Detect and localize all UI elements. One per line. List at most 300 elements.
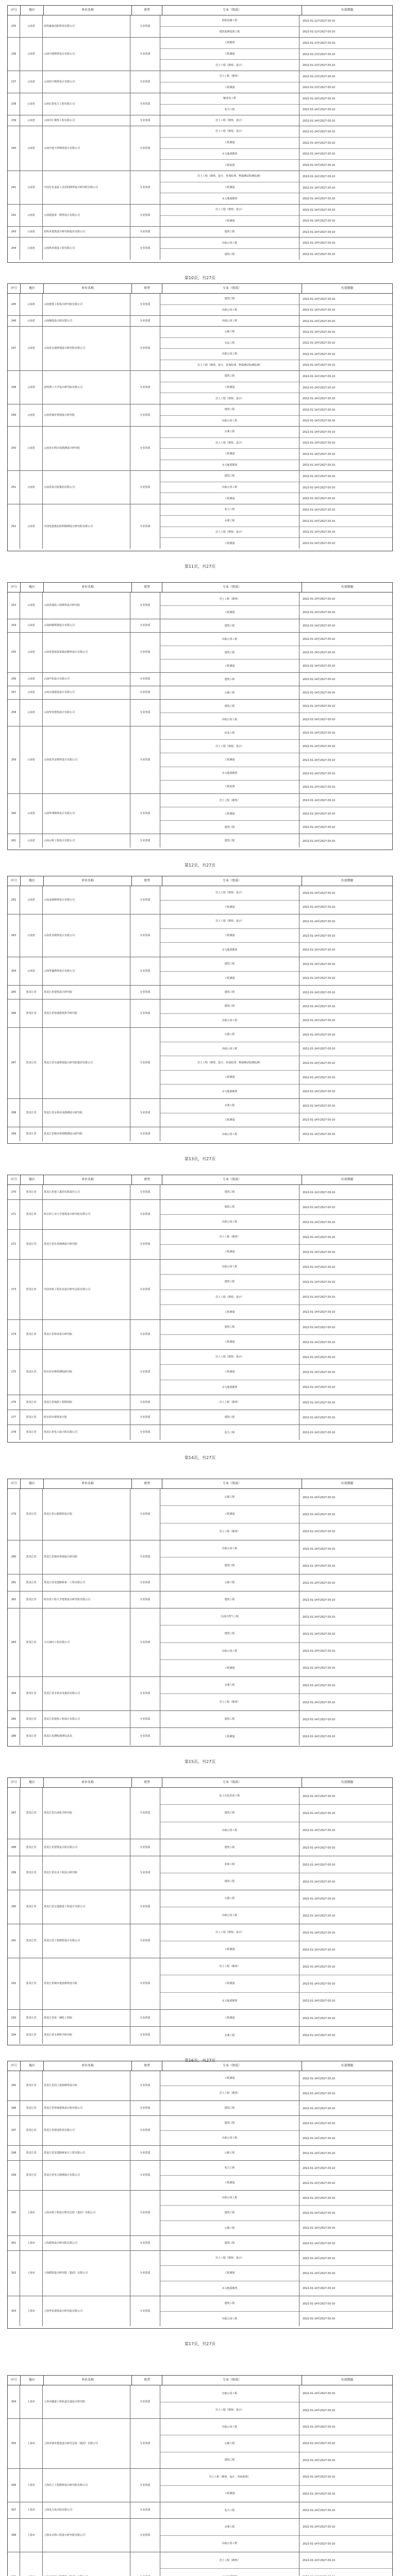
scope-list bbox=[160, 1890, 299, 1924]
validity-item: 2022-01-14至2027-03-10 bbox=[299, 1489, 392, 1506]
scope-item: 市政公用工程 bbox=[222, 308, 238, 312]
cell-no: 256 bbox=[8, 673, 20, 686]
validity-item: 2022-01-14至2027-03-10 bbox=[303, 219, 336, 223]
validity-item: 2022-01-14至2027-03-10 bbox=[303, 1581, 336, 1585]
validity-item: 2022-01-14至2027-03-10 bbox=[299, 914, 392, 929]
cell-company: 黑龙江省公路勘察设计院 bbox=[43, 1489, 130, 1540]
scope-item: 岩土工程（勘察、设计） bbox=[160, 2251, 299, 2266]
validity-list bbox=[299, 1591, 392, 1608]
validity-item: 2022-01-14至2027-03-10 bbox=[299, 740, 392, 753]
header-company: 单位名称 bbox=[44, 2376, 132, 2385]
scope-list bbox=[160, 1788, 299, 1839]
cell-region: 云南省 bbox=[20, 686, 43, 699]
cell-region: 黑龙江省 bbox=[20, 1924, 43, 1958]
table-row bbox=[8, 504, 392, 549]
validity-item: 2022-01-14至2027-03-10 bbox=[299, 1071, 392, 1085]
cell-region: 上海市 bbox=[20, 2519, 43, 2552]
validity-item: 2022-01-14至2027-03-10 bbox=[299, 2266, 392, 2281]
scope-list bbox=[160, 986, 299, 999]
cell-region: 云南省 bbox=[20, 227, 43, 237]
scope-item: 建筑工程 bbox=[224, 230, 235, 233]
validity-item: 2022-01-14至2027-03-10 bbox=[299, 182, 392, 194]
validity-item: 2022-01-14至2027-03-10 bbox=[299, 1320, 392, 1335]
header-company: 单位名称 bbox=[44, 876, 132, 886]
cell-type bbox=[130, 2552, 160, 2576]
scope-item: 建筑工程 bbox=[224, 1880, 235, 1883]
validity-item: 2022-01-14至2027-03-10 bbox=[303, 1735, 336, 1738]
scope-list bbox=[160, 316, 299, 326]
scope-item: 工程测量 bbox=[224, 2181, 235, 2184]
header-company: 单位名称 bbox=[44, 284, 132, 293]
cell-no: 297 bbox=[8, 2116, 20, 2145]
cell-company: 大庆油田工程有限公司 bbox=[43, 1608, 130, 1676]
validity-list bbox=[299, 834, 392, 848]
scope-list bbox=[160, 686, 299, 699]
validity-item: 2022-01-14至2027-03-10 bbox=[299, 726, 392, 740]
validity-item: 2022-01-13至2027-03-10 bbox=[299, 38, 392, 49]
validity-item: 2022-01-14至2027-03-10 bbox=[303, 1530, 336, 1534]
table-row bbox=[8, 227, 392, 238]
scope-item: 建筑工程 bbox=[160, 957, 299, 972]
scope-item: 市政公用工程 bbox=[222, 2542, 238, 2546]
cell-type: 专业资质 bbox=[130, 1395, 160, 1410]
cell-type: 专业资质 bbox=[130, 115, 160, 126]
scope-list bbox=[160, 794, 299, 834]
validity-item: 2022-01-14至2027-03-10 bbox=[299, 2385, 392, 2402]
scope-item: 建筑工程 bbox=[224, 991, 235, 994]
scope-item: 岩土工程（勘察、设计） bbox=[160, 527, 299, 538]
scope-item: 建筑工程 bbox=[224, 839, 235, 842]
header-no: 序号 bbox=[8, 6, 21, 15]
qualification-table bbox=[7, 2375, 393, 2576]
table-row bbox=[8, 2502, 392, 2519]
scope-item: 市政公用工程 bbox=[222, 319, 238, 323]
validity-item: 2022-01-14至2027-03-10 bbox=[299, 1856, 392, 1873]
scope-list bbox=[160, 327, 299, 370]
validity-item: 2022-01-14至2027-03-10 bbox=[303, 309, 336, 312]
cell-region: 黑龙江省 bbox=[20, 1574, 43, 1591]
cell-no: 270 bbox=[8, 1185, 20, 1199]
validity-list bbox=[299, 115, 392, 126]
table-row bbox=[8, 1608, 392, 1677]
validity-list bbox=[299, 1395, 392, 1410]
cell-region: 云南省 bbox=[20, 238, 43, 260]
page-number: 第12页，共27页 bbox=[184, 863, 216, 868]
scope-item: 工程测量 bbox=[224, 1948, 235, 1951]
validity-list bbox=[299, 15, 392, 37]
cell-type: 专业资质 bbox=[130, 1839, 160, 1856]
validity-item: 2022-01-14至2027-03-10 bbox=[299, 807, 392, 821]
cell-region: 上海市 bbox=[20, 2296, 43, 2326]
cell-region: 黑龙江省 bbox=[20, 1608, 43, 1676]
cell-company: 黑龙江省建设科技有限公司 bbox=[43, 2116, 130, 2145]
cell-company: 哈尔滨市建筑设计院 bbox=[43, 1410, 130, 1425]
scope-list bbox=[160, 1924, 299, 1958]
table-row bbox=[8, 1127, 392, 1141]
cell-no: 293 bbox=[8, 2010, 20, 2026]
scope-item: 市政公用工程 bbox=[222, 1019, 238, 1022]
validity-item: 2022-01-14至2027-03-10 bbox=[303, 948, 336, 952]
cell-company: 云南省地质工程勘察设计研究院 bbox=[43, 592, 130, 619]
header-date: 有效期限 bbox=[341, 2378, 354, 2382]
table-row bbox=[8, 834, 392, 848]
table-header bbox=[8, 583, 392, 592]
cell-no: 267 bbox=[8, 1028, 20, 1098]
validity-item: 2022-01-14至2027-03-10 bbox=[303, 785, 336, 789]
cell-type: 专业资质 bbox=[130, 2296, 160, 2326]
cell-type: 专业资质 bbox=[130, 1260, 160, 1319]
cell-type: 专业资质 bbox=[130, 371, 160, 404]
cell-no: 241 bbox=[8, 171, 20, 204]
scope-item: 工程测量 bbox=[224, 905, 235, 909]
cell-region: 黑龙江省 bbox=[20, 1260, 43, 1319]
scope-list bbox=[160, 205, 299, 226]
validity-list bbox=[299, 1924, 392, 1958]
scope-list bbox=[160, 504, 299, 549]
cell-type: 专业资质 bbox=[130, 2502, 160, 2518]
cell-company: 黑龙江省城乡规划设计研究院 bbox=[43, 1540, 130, 1574]
scope-item: 工程测量 bbox=[160, 182, 299, 194]
cell-region: 云南省 bbox=[20, 316, 43, 326]
validity-item: 2022-01-14至2027-03-10 bbox=[303, 1019, 336, 1023]
header-region: 地区 bbox=[21, 6, 44, 15]
validity-item: 2022-01-14至2027-03-10 bbox=[299, 1975, 392, 1992]
cell-no: 235 bbox=[8, 15, 20, 37]
cell-type: 专业资质 bbox=[130, 1591, 160, 1608]
validity-item: 2022-01-14至2027-03-10 bbox=[299, 516, 392, 527]
header-date: 有效期限 bbox=[341, 2064, 354, 2067]
scope-item: 工程测量 bbox=[224, 86, 235, 89]
scope-list bbox=[160, 914, 299, 957]
scope-item: 冶金工程 bbox=[160, 726, 299, 740]
scope-list bbox=[160, 726, 299, 793]
validity-item: 2022-01-14至2027-03-10 bbox=[303, 1311, 336, 1314]
page-number: 第10页，共27页 bbox=[184, 276, 216, 280]
scope-item: 岩土工程（勘察、设计） bbox=[215, 2409, 244, 2412]
validity-item: 2022-01-14至2027-03-10 bbox=[303, 1846, 336, 1850]
scope-item bbox=[160, 2569, 299, 2576]
header-no: 序号 bbox=[8, 1479, 21, 1488]
table-row bbox=[8, 1924, 392, 1958]
cell-no bbox=[8, 2552, 20, 2576]
validity-item: 2022-01-14至2027-03-10 bbox=[303, 691, 336, 694]
header-date: 有效期限 bbox=[341, 1781, 354, 1784]
table-row bbox=[8, 371, 392, 404]
validity-item: 2022-01-14至2027-03-10 bbox=[303, 1948, 336, 1952]
scope-item: 建筑工程 bbox=[224, 252, 235, 256]
scope-list bbox=[160, 427, 299, 470]
scope-item: 建筑工程 bbox=[224, 1564, 235, 1567]
table-row bbox=[8, 673, 392, 686]
validity-list bbox=[299, 371, 392, 404]
scope-item: 工程测量 bbox=[160, 49, 299, 60]
table-row bbox=[8, 1320, 392, 1350]
validity-item: 2022-01-14至2027-03-10 bbox=[299, 427, 392, 438]
scope-item: 工程测量 bbox=[160, 753, 299, 767]
cell-region: 云南省 bbox=[20, 914, 43, 957]
table-row bbox=[8, 2146, 392, 2161]
table-row bbox=[8, 2296, 392, 2326]
cell-region: 黑龙江省 bbox=[20, 1711, 43, 1727]
validity-list bbox=[299, 1489, 392, 1540]
scope-item: 工程测量 bbox=[224, 497, 235, 500]
scope-item: 水利工程 bbox=[160, 2519, 299, 2536]
header-scope: 专业（资质） bbox=[162, 6, 302, 15]
cell-company: 云南省冶金勘察设计有限公司 bbox=[43, 726, 130, 793]
validity-item: 2022-01-14至2027-03-10 bbox=[299, 1890, 392, 1907]
scope-item: 岩土工程（勘察、设计、咨询监理、物探测试检测监测） bbox=[197, 363, 262, 367]
header-scope: 专业（资质） bbox=[162, 1175, 302, 1184]
scope-list bbox=[160, 115, 299, 126]
validity-item: 2022-01-14至2027-03-10 bbox=[299, 2552, 392, 2569]
scope-item: 公路工程 bbox=[224, 2226, 235, 2230]
cell-company: 昆明豪康消防科技有限公司 bbox=[43, 15, 130, 37]
cell-type: 专业资质 bbox=[130, 2027, 160, 2044]
cell-no: 285 bbox=[8, 1711, 20, 1727]
validity-item: 2022-01-14至2027-03-10 bbox=[303, 2509, 336, 2512]
scope-item: 建筑工程 bbox=[224, 1598, 235, 1601]
cell-region: 黑龙江省 bbox=[20, 1489, 43, 1540]
cell-region: 黑龙江省 bbox=[20, 2116, 43, 2145]
validity-list bbox=[299, 2236, 392, 2250]
validity-list bbox=[299, 1788, 392, 1839]
scope-list bbox=[160, 886, 299, 914]
cell-no: 271 bbox=[8, 1200, 20, 1229]
scope-item: 水文地质勘察 bbox=[160, 149, 299, 160]
header-region: 地区 bbox=[21, 876, 44, 886]
validity-item: 2022-01-14至2027-03-10 bbox=[303, 197, 336, 201]
cell-type: 专业资质 bbox=[130, 1924, 160, 1958]
validity-item: 2022-01-14至2027-03-10 bbox=[303, 2542, 336, 2546]
cell-company: 黑龙江省交通建设工程设计有限公司 bbox=[43, 1890, 130, 1924]
validity-item: 2022-01-14至2027-03-10 bbox=[299, 1200, 392, 1215]
cell-region: 云南省 bbox=[20, 427, 43, 470]
cell-region: 黑龙江省 bbox=[20, 1839, 43, 1856]
page-number: 第17页，共27页 bbox=[184, 2342, 216, 2346]
cell-company: 哈尔滨工程大学建筑设计研究院有限公司 bbox=[43, 1591, 130, 1608]
cell-company: 云南建筑工程设计研究院有限公司 bbox=[43, 294, 130, 315]
table-row bbox=[8, 1728, 392, 1745]
validity-item: 2022-01-14至2027-03-10 bbox=[299, 2116, 392, 2131]
validity-list bbox=[299, 38, 392, 71]
scope-item: 工程测量 bbox=[224, 1310, 235, 1314]
scope-item: 工程测量 bbox=[160, 382, 299, 394]
header-type: 类型 bbox=[132, 2061, 162, 2071]
cell-company: 上海市城市建设设计研究总院（集团）有限公司 bbox=[43, 2419, 130, 2468]
header-region: 地区 bbox=[21, 583, 44, 592]
validity-item: 2022-01-14至2027-03-10 bbox=[303, 839, 336, 843]
cell-region: 云南省 bbox=[20, 126, 43, 171]
cell-company: 黑龙江省交通规划设计研究院集团有限公司 bbox=[43, 1028, 130, 1098]
cell-type: 专业资质 bbox=[130, 2236, 160, 2250]
scope-list bbox=[160, 1099, 299, 1127]
table-row bbox=[8, 1395, 392, 1410]
cell-region: 黑龙江省 bbox=[20, 2071, 43, 2100]
validity-item: 2022-01-14至2027-03-10 bbox=[299, 886, 392, 901]
cell-type: 专业资质 bbox=[130, 227, 160, 237]
cell-type: 专业资质 bbox=[130, 1890, 160, 1924]
validity-item: 2022-01-14至2027-03-10 bbox=[299, 2161, 392, 2176]
cell-no: 238 bbox=[8, 93, 20, 115]
validity-item: 2022-01-14至2027-03-10 bbox=[303, 230, 336, 234]
cell-company: 中国市政工程东北设计研究总院有限公司 bbox=[43, 1260, 130, 1319]
cell-company: 黑龙江省城市规划勘测设计研究院 bbox=[43, 1127, 130, 1141]
qualification-table bbox=[7, 283, 393, 551]
cell-company: 黑龙江省水利水电集团有限公司 bbox=[43, 1677, 130, 1710]
cell-no: 243 bbox=[8, 227, 20, 237]
cell-region: 上海市 bbox=[20, 2385, 43, 2418]
cell-type: 专业资质 bbox=[130, 633, 160, 672]
cell-no: 263 bbox=[8, 914, 20, 957]
table-row bbox=[8, 427, 392, 471]
scope-item: 市政公用工程 bbox=[160, 238, 299, 249]
cell-no: 246 bbox=[8, 316, 20, 326]
validity-list bbox=[299, 1608, 392, 1676]
scope-item: 建筑工程 bbox=[160, 1275, 299, 1290]
cell-no: 257 bbox=[8, 686, 20, 699]
cell-company: 云南金鼎勘察设计有限公司 bbox=[43, 886, 130, 914]
cell-type: 专业资质 bbox=[130, 1350, 160, 1395]
validity-item: 2022-01-14至2027-03-10 bbox=[299, 1677, 392, 1694]
scope-list bbox=[160, 2027, 299, 2044]
validity-item: 2022-01-14至2027-03-10 bbox=[299, 1260, 392, 1275]
validity-list bbox=[299, 726, 392, 793]
cell-type: 专业资质 bbox=[130, 1856, 160, 1890]
validity-item: 2022-01-14至2027-03-10 bbox=[299, 2435, 392, 2452]
table-row bbox=[8, 93, 392, 115]
header-region: 地区 bbox=[21, 1175, 44, 1184]
page-number: 第16页，共27页 bbox=[184, 2058, 216, 2063]
validity-item: 2022-01-14至2027-03-10 bbox=[299, 700, 392, 713]
cell-company: 黑龙江省电力勘测设计有限公司 bbox=[43, 2161, 130, 2190]
validity-list bbox=[299, 986, 392, 999]
scope-item: 工程勘察 bbox=[160, 38, 299, 49]
cell-no: 242 bbox=[8, 205, 20, 226]
scope-list bbox=[160, 294, 299, 315]
validity-item: 2022-01-14至2027-03-10 bbox=[303, 2409, 336, 2412]
table-row bbox=[8, 1230, 392, 1260]
cell-region: 云南省 bbox=[20, 504, 43, 549]
validity-item: 2022-01-14至2027-03-10 bbox=[303, 1090, 336, 1094]
validity-item: 2022-01-14至2027-03-10 bbox=[303, 2016, 336, 2020]
scope-list bbox=[160, 957, 299, 985]
cell-type: 专业资质 bbox=[130, 1677, 160, 1710]
cell-company: 云南凯亚建设工程有限公司 bbox=[43, 238, 130, 260]
cell-type: 专业资质 bbox=[130, 38, 160, 71]
table-row bbox=[8, 1425, 392, 1440]
cell-no: 260 bbox=[8, 794, 20, 834]
validity-item: 2022-01-14至2027-03-10 bbox=[303, 1118, 336, 1122]
scope-list bbox=[160, 1711, 299, 1727]
validity-item: 2022-01-14至2027-03-10 bbox=[303, 2242, 336, 2245]
header-type: 类型 bbox=[132, 1175, 162, 1184]
scope-list bbox=[160, 371, 299, 404]
validity-item: 2022-01-14至2027-03-10 bbox=[299, 1028, 392, 1042]
scope-item: 公路工程 bbox=[160, 2435, 299, 2452]
cell-no: 307 bbox=[8, 2502, 20, 2518]
header-scope: 专业（资质） bbox=[162, 2061, 302, 2071]
table-row bbox=[8, 1856, 392, 1890]
scope-item: 工程钻探 bbox=[224, 163, 235, 167]
scope-item: 公路工程 bbox=[160, 1890, 299, 1907]
cell-company: 云南华营建筑设计有限公司 bbox=[43, 700, 130, 726]
validity-item: 2022-01-14至2027-03-10 bbox=[303, 1829, 336, 1833]
scope-item: 市政公用工程 bbox=[222, 2317, 238, 2320]
table-row bbox=[8, 126, 392, 171]
table-row bbox=[8, 1677, 392, 1711]
scope-item: 水文地质勘察 bbox=[222, 2286, 238, 2290]
scope-list bbox=[160, 2116, 299, 2145]
header-region: 地区 bbox=[21, 284, 44, 293]
cell-no: 277 bbox=[8, 1410, 20, 1425]
validity-item: 2022-01-14至2027-03-10 bbox=[299, 338, 392, 349]
cell-no: 245 bbox=[8, 294, 20, 315]
cell-region: 黑龙江省 bbox=[20, 1856, 43, 1890]
cell-region: 上海市 bbox=[20, 2251, 43, 2296]
validity-item: 2022-01-14至2027-03-10 bbox=[299, 1365, 392, 1380]
table-row bbox=[8, 2251, 392, 2296]
cell-region: 云南省 bbox=[20, 633, 43, 672]
qualification-table bbox=[7, 5, 393, 263]
cell-company: 云南建投第一勘察设计有限公司 bbox=[43, 205, 130, 226]
validity-item: 2022-01-14至2027-03-10 bbox=[299, 592, 392, 606]
validity-item: 2022-01-14至2027-03-10 bbox=[303, 2492, 336, 2496]
table-header bbox=[8, 284, 392, 294]
cell-type: 专业资质 bbox=[130, 238, 160, 260]
validity-list bbox=[299, 1185, 392, 1199]
table-row bbox=[8, 1350, 392, 1395]
validity-list bbox=[299, 700, 392, 726]
scope-item: 市政公用工程 bbox=[160, 2191, 299, 2206]
scope-item: 建筑工程 bbox=[224, 1718, 235, 1721]
cell-type: 专业资质 bbox=[130, 886, 160, 914]
scope-item: 岩土工程（勘察、设计） bbox=[160, 438, 299, 449]
scope-item: 市政公用工程 bbox=[160, 1643, 299, 1660]
validity-list bbox=[299, 1260, 392, 1319]
cell-region: 云南省 bbox=[20, 700, 43, 726]
scope-list bbox=[160, 2296, 299, 2326]
cell-type: 专业资质 bbox=[130, 471, 160, 504]
scope-list bbox=[160, 1260, 299, 1319]
scope-item: 建筑工程 bbox=[160, 2206, 299, 2221]
validity-item: 2022-01-14至2027-03-10 bbox=[299, 2251, 392, 2266]
validity-list bbox=[299, 1574, 392, 1591]
scope-item: 水文地质勘察 bbox=[222, 1090, 238, 1093]
validity-item: 2022-01-14至2027-03-10 bbox=[299, 527, 392, 538]
scope-item: 水文地质勘察 bbox=[222, 463, 238, 467]
cell-company: 云南中建兴华勘察设计有限公司 bbox=[43, 126, 130, 171]
cell-company: 黑龙江省建筑设计院有限公司 bbox=[43, 1839, 130, 1856]
cell-type: 专业资质 bbox=[130, 316, 160, 326]
scope-item: 建筑工程 bbox=[224, 825, 235, 829]
cell-company: 中国电建集团昆明勘测设计研究院有限公司 bbox=[43, 504, 130, 549]
table-row bbox=[8, 2027, 392, 2044]
table-header bbox=[8, 2061, 392, 2071]
validity-item: 2022-01-14至2027-03-10 bbox=[303, 119, 336, 123]
validity-item: 2022-01-14至2027-03-10 bbox=[299, 1805, 392, 1822]
scope-item: 建筑工程 bbox=[224, 677, 235, 681]
table-row bbox=[8, 619, 392, 633]
cell-region: 黑龙江省 bbox=[20, 1540, 43, 1574]
validity-item: 2022-01-14至2027-03-10 bbox=[299, 482, 392, 494]
table-header bbox=[8, 1778, 392, 1788]
validity-item: 2022-01-14至2027-03-10 bbox=[299, 1625, 392, 1642]
scope-item: 工程钻探 bbox=[224, 785, 235, 789]
validity-item: 2022-01-14至2027-03-10 bbox=[303, 253, 336, 256]
validity-list bbox=[299, 1127, 392, 1141]
validity-item: 2022-01-14至2027-03-10 bbox=[303, 1718, 336, 1721]
scope-list bbox=[160, 2552, 299, 2576]
